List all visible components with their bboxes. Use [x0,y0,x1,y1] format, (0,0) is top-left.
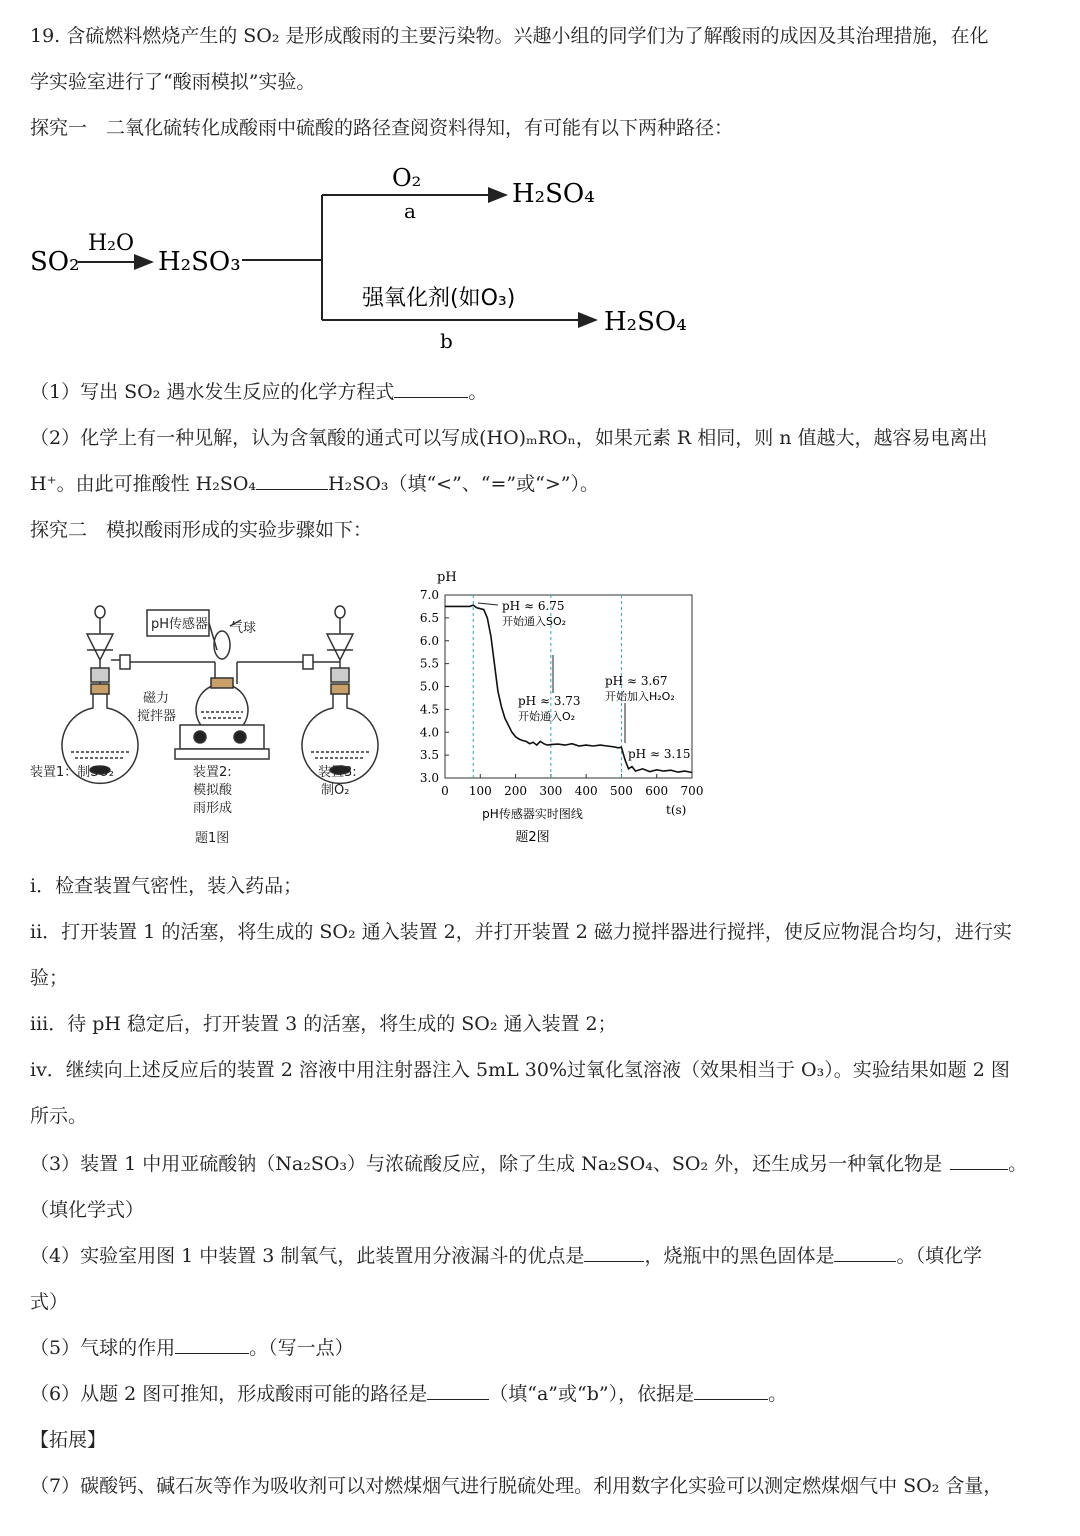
funnel-1 [87,634,113,660]
q4-text: （4）实验室用图 1 中装置 3 制氧气，此装置用分液漏斗的优点是 [30,1245,585,1267]
stirrer-base [180,725,264,749]
q3 [30,1150,1027,1178]
device-2-label-3: 雨形成 [193,801,233,816]
device-3-label-1: 装置3: [318,765,357,780]
q1 [30,378,487,406]
device-1-label: 装置1：制SO₂ [30,765,114,780]
explore1-heading: 探究一 二氧化硫转化成酸雨中硫酸的路径查阅资料得知，有可能有以下两种路径： [30,117,734,139]
balloon-label: 气球 [230,621,257,636]
y-tick-label: 6.5 [419,610,439,625]
stopcock-1 [91,668,109,682]
funnel-3 [327,634,353,660]
q4-answer-blank-1[interactable] [584,1243,644,1262]
step-iv-line-1: iv．继续向上述反应后的装置 2 溶液中用注射器注入 5mL 30%过氧化氢溶液（效果相当于 O₃）。实验结果如题 2 图 [30,1059,1010,1081]
q4-answer-blank-2[interactable] [834,1243,896,1262]
path-b-label: b [440,329,453,353]
y-tick-label: 6.0 [419,633,439,648]
q3-line-2: （填化学式） [30,1199,145,1221]
h2o-label: H₂O [88,231,135,256]
q1-answer-blank[interactable] [394,379,468,398]
y-tick-label: 3.5 [419,748,439,763]
x-axis-label: t(s) [666,803,687,817]
q4 [30,1242,982,1270]
path-a-label: a [404,199,416,223]
step-iii: iii．待 pH 稳定后，打开装置 3 的活塞，将生成的 SO₂ 通入装置 2； [30,1013,617,1035]
annotation-arrow [478,603,498,605]
y-tick-label: 5.0 [419,679,439,694]
y-axis-label: pH [437,570,457,585]
x-tick-label: 200 [504,784,528,798]
q-line-1: 19. 含硫燃料燃烧产生的 SO₂ 是形成酸雨的主要污染物。兴趣小组的同学们为了解酸雨的成因及其治理措施，在化 [30,25,989,47]
q2-line-1: （2）化学上有一种见解，认为含氧酸的通式可以写成(HO)ₘROₙ，如果元素 R 相同，则 n 值越大，越容易电离出 [30,427,988,449]
q1-end: 。 [468,381,488,403]
annotation-value: pH ≈ 3.73 [518,694,581,708]
figure-1-caption: 题1图 [195,831,230,846]
q-line-2: 学实验室进行了“酸雨模拟”实验。 [30,71,316,93]
oxidant-label: 强氧化剂(如O₃) [362,286,516,311]
annotation-value: pH ≈ 6.75 [502,599,565,613]
q7: （7）碳酸钙、碱石灰等作为吸收剂可以对燃煤烟气进行脱硫处理。利用数字化实验可以测定燃煤烟气中 SO₂ 含量， [30,1475,1003,1497]
q2-line-2 [30,470,599,498]
q5-answer-blank[interactable] [175,1335,249,1354]
balloon [214,631,230,659]
y-tick-label: 3.0 [419,771,439,785]
q4-end: 。（填化学 [896,1245,982,1267]
annotation-note: 开始通入SO₂ [502,615,567,628]
annotation-note: 开始通入O₂ [518,710,576,723]
step-i: i．检查装置气密性，装入药品； [30,875,303,897]
q6 [30,1380,787,1408]
y-tick-label: 4.5 [419,702,439,717]
o2-label: O₂ [392,164,422,192]
q6-answer-blank-1[interactable] [427,1381,489,1400]
q2-answer-blank[interactable] [256,471,328,490]
x-tick-label: 0 [441,784,449,798]
q3-end: 。 [1008,1153,1028,1175]
apparatus-figure [25,590,395,855]
extend-heading: 【拓展】 [30,1429,107,1451]
x-tick-label: 600 [645,784,669,798]
stopper-3 [335,606,345,618]
device-2-label-2: 模拟酸 [193,783,233,798]
annotation-value: pH ≈ 3.67 [605,674,668,688]
figure-2-caption: 题2图 [515,830,550,845]
y-tick-label: 5.5 [419,656,439,671]
x-tick-label: 700 [680,784,704,798]
q6-end: 。 [768,1383,788,1405]
stopper-1 [95,606,105,618]
step-ii-line-1: ii．打开装置 1 的活塞，将生成的 SO₂ 通入装置 2，并打开装置 2 磁力搅拌器进行搅拌，使反应物混合均匀，进行实 [30,921,1012,943]
x-tick-label: 400 [574,784,598,798]
ph-sensor-label: pH传感器 [151,617,209,632]
q3-text: （3）装置 1 中用亚硫酸钠（Na₂SO₃）与浓硫酸反应，除了生成 Na₂SO₄、SO₂ 外，还生成另一种氧化物是 [30,1153,943,1175]
y-tick-label: 4.0 [419,725,439,740]
step-ii-line-2: 验； [30,967,69,989]
q5-end: 。（写一点） [249,1337,354,1359]
q6-answer-blank-2[interactable] [694,1381,768,1400]
q5 [30,1334,354,1362]
pathway-diagram [0,150,720,360]
annotation-note: 开始加入H₂O₂ [605,690,675,703]
explore2-heading: 探究二 模拟酸雨形成的实验步骤如下： [30,519,373,541]
device-2-label-1: 装置2: [193,765,232,780]
h2so4-a-label: H₂SO₄ [512,179,595,209]
ph-chart [405,565,725,855]
q6-text: （6）从题 2 图可推知，形成酸雨可能的路径是 [30,1383,428,1405]
stirrer-label-1: 磁力 [143,691,170,706]
step-iv-line-2: 所示。 [30,1105,88,1127]
x-tick-label: 100 [468,784,492,798]
q5-text: （5）气球的作用 [30,1337,176,1359]
device-3-label-2: 制O₂ [321,783,350,798]
so2-label: SO₂ [30,247,80,277]
q4-mid: ，烧瓶中的黑色固体是 [644,1245,835,1267]
q1-text: （1）写出 SO₂ 遇水发生反应的化学方程式 [30,381,395,403]
q2-end: H₂SO₃（填“<”、“=”或“>”）。 [328,473,599,495]
y-tick-label: 7.0 [419,588,439,602]
q4-line-2: 式） [30,1291,69,1313]
q6-mid: （填“a”或“b”），依据是 [489,1383,695,1405]
stopcock-3 [331,668,349,682]
h2so3-label: H₂SO₃ [158,247,241,277]
q2-text: H⁺。由此可推酸性 H₂SO₄ [30,473,257,495]
h2so4-b-label: H₂SO₄ [604,307,687,337]
chart-subtitle: pH传感器实时图线 [482,807,583,821]
annotation-value: pH ≈ 3.15 [628,747,691,761]
x-tick-label: 300 [539,784,563,798]
x-tick-label: 500 [609,784,633,798]
q3-answer-blank[interactable] [950,1151,1008,1170]
stirrer-label-2: 搅拌器 [137,709,177,724]
